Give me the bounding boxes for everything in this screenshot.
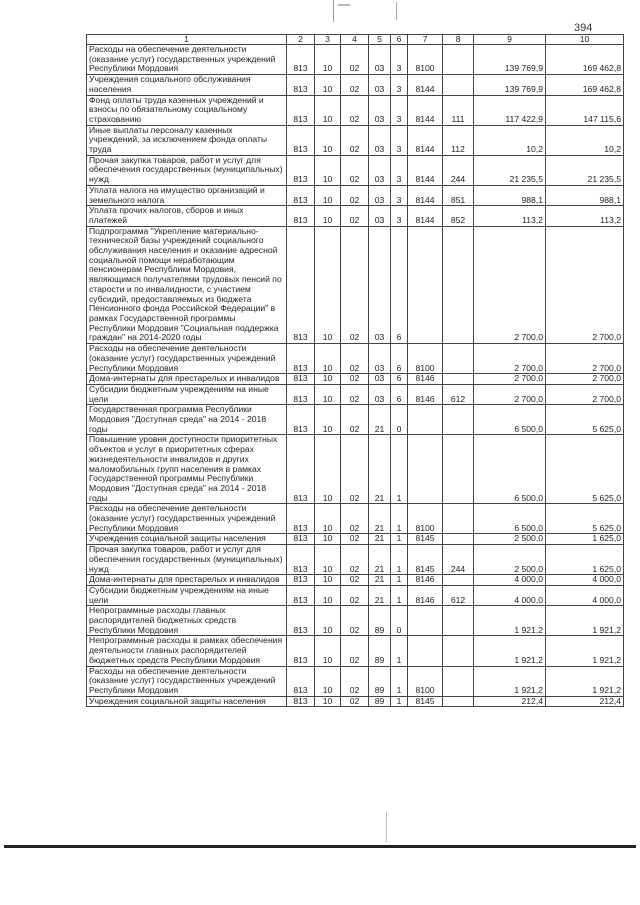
row-cell-5: 89 <box>369 606 391 636</box>
row-cell-10: 2 700,0 <box>546 374 624 385</box>
row-cell-10: 169 462,8 <box>546 45 624 75</box>
row-cell-2: 813 <box>287 696 315 707</box>
row-cell-9: 2 700,0 <box>474 374 546 385</box>
row-cell-2: 813 <box>287 384 315 404</box>
column-header: 6 <box>391 35 408 45</box>
row-cell-3: 10 <box>315 545 341 575</box>
row-cell-2: 813 <box>287 374 315 385</box>
row-cell-5: 03 <box>369 45 391 75</box>
row-cell-10: 988,1 <box>546 185 624 205</box>
row-cell-4: 02 <box>341 545 369 575</box>
row-cell-6: 6 <box>391 226 408 343</box>
table-header-row <box>87 35 624 45</box>
page-bottom-rule <box>4 845 636 848</box>
row-cell-10: 1 625,0 <box>546 534 624 545</box>
row-cell-5: 03 <box>369 75 391 95</box>
row-cell-10: 2 700,0 <box>546 384 624 404</box>
row-cell-4: 02 <box>341 374 369 385</box>
row-cell-6: 3 <box>391 155 408 185</box>
row-cell-2: 813 <box>287 575 315 586</box>
row-cell-9: 113,2 <box>474 206 546 226</box>
row-description: Субсидии бюджетным учреждениям на иные цели <box>87 585 287 605</box>
table-row <box>87 585 624 605</box>
row-cell-7 <box>408 606 443 636</box>
table-row <box>87 405 624 435</box>
row-cell-3: 10 <box>315 75 341 95</box>
row-cell-8: 852 <box>443 206 474 226</box>
row-cell-5: 21 <box>369 534 391 545</box>
row-cell-6: 1 <box>391 575 408 586</box>
row-cell-2: 813 <box>287 585 315 605</box>
table-row <box>87 384 624 404</box>
column-header: 4 <box>341 35 369 45</box>
row-cell-4: 02 <box>341 585 369 605</box>
row-cell-9: 1 921,2 <box>474 666 546 696</box>
row-cell-5: 21 <box>369 585 391 605</box>
row-cell-4: 02 <box>341 666 369 696</box>
row-cell-6: 3 <box>391 45 408 75</box>
row-cell-9: 1 921,2 <box>474 636 546 666</box>
row-cell-3: 10 <box>315 666 341 696</box>
table-row <box>87 636 624 666</box>
row-description: Прочая закупка товаров, работ и услуг для обеспечения государственных (муниципальных) нужд <box>87 545 287 575</box>
table-row <box>87 374 624 385</box>
row-description: Расходы на обеспечение деятельности (оказание услуг) государственных учреждений Республики Мордовия <box>87 45 287 75</box>
column-header: 10 <box>546 35 624 45</box>
row-cell-4: 02 <box>341 206 369 226</box>
row-cell-6: 1 <box>391 504 408 534</box>
row-cell-5: 21 <box>369 405 391 435</box>
row-cell-6: 3 <box>391 125 408 155</box>
row-cell-5: 89 <box>369 666 391 696</box>
row-cell-5: 21 <box>369 435 391 504</box>
row-cell-4: 02 <box>341 185 369 205</box>
row-cell-7: 8144 <box>408 206 443 226</box>
budget-table <box>86 34 624 707</box>
row-cell-9: 988,1 <box>474 185 546 205</box>
row-cell-10: 2 700,0 <box>546 344 624 374</box>
row-cell-5: 21 <box>369 545 391 575</box>
row-cell-9: 6 500,0 <box>474 504 546 534</box>
table-row <box>87 206 624 226</box>
row-cell-3: 10 <box>315 405 341 435</box>
row-cell-2: 813 <box>287 344 315 374</box>
row-cell-5: 03 <box>369 125 391 155</box>
column-header: 5 <box>369 35 391 45</box>
table-row <box>87 95 624 125</box>
row-cell-3: 10 <box>315 374 341 385</box>
row-cell-9: 21 235,5 <box>474 155 546 185</box>
table-row <box>87 185 624 205</box>
row-cell-6: 0 <box>391 405 408 435</box>
row-description: Повышение уровня доступности приоритетных объектов и услуг в приоритетных сферах жизнедеятельности инвалидов и других маломобильных групп населения в рамках Государственной программы Республики Мордовия "Доступная среда" на 2014 - 2018 годы <box>87 435 287 504</box>
row-cell-3: 10 <box>315 636 341 666</box>
row-cell-9: 2 500,0 <box>474 545 546 575</box>
table-row <box>87 606 624 636</box>
row-cell-3: 10 <box>315 344 341 374</box>
column-header: 9 <box>474 35 546 45</box>
row-cell-6: 0 <box>391 606 408 636</box>
row-cell-2: 813 <box>287 504 315 534</box>
row-cell-8 <box>443 374 474 385</box>
table-row <box>87 504 624 534</box>
row-cell-4: 02 <box>341 384 369 404</box>
row-cell-10: 1 921,2 <box>546 606 624 636</box>
row-cell-8 <box>443 606 474 636</box>
row-description: Дома-интернаты для престарелых и инвалидов <box>87 575 287 586</box>
row-cell-7: 8144 <box>408 125 443 155</box>
row-description: Непрограммные расходы главных распорядителей бюджетных средств Республики Мордовия <box>87 606 287 636</box>
column-header: 2 <box>287 35 315 45</box>
row-cell-10: 5 625,0 <box>546 435 624 504</box>
row-cell-9: 139 769,9 <box>474 45 546 75</box>
row-cell-2: 813 <box>287 534 315 545</box>
row-cell-10: 10,2 <box>546 125 624 155</box>
row-cell-10: 212,4 <box>546 696 624 707</box>
row-cell-7: 8144 <box>408 75 443 95</box>
row-cell-4: 02 <box>341 435 369 504</box>
row-cell-6: 6 <box>391 344 408 374</box>
row-description: Учреждения социальной защиты населения <box>87 534 287 545</box>
row-cell-9: 2 500,0 <box>474 534 546 545</box>
table-row <box>87 534 624 545</box>
row-description: Подпрограмма "Укрепление материально-технической базы учреждений социального обслуживания населения и оказание адресной социальной помощи неработающим пенсионерам Республики Мордовия, являющимся получателями трудовых пенсий по старости и по инвалидности, с участием субсидий, предоставляемых из бюджета Пенсионного фонда Российской Федерации" в рамках Государственной программы Республики Мордовия "Социальная поддержка граждан" на 2014-2020 годы <box>87 226 287 343</box>
row-cell-10: 5 625,0 <box>546 504 624 534</box>
row-cell-5: 21 <box>369 504 391 534</box>
table-row <box>87 125 624 155</box>
scan-artifact <box>338 4 350 6</box>
row-cell-7: 8145 <box>408 534 443 545</box>
table-row <box>87 575 624 586</box>
row-cell-2: 813 <box>287 666 315 696</box>
row-cell-3: 10 <box>315 504 341 534</box>
row-cell-2: 813 <box>287 435 315 504</box>
row-description: Дома-интернаты для престарелых и инвалидов <box>87 374 287 385</box>
row-cell-7: 8144 <box>408 155 443 185</box>
row-cell-3: 10 <box>315 185 341 205</box>
row-cell-8 <box>443 636 474 666</box>
row-cell-9: 2 700,0 <box>474 226 546 343</box>
row-cell-4: 02 <box>341 344 369 374</box>
row-description: Уплата прочих налогов, сборов и иных платежей <box>87 206 287 226</box>
row-cell-4: 02 <box>341 155 369 185</box>
table-row <box>87 344 624 374</box>
scan-artifact <box>333 0 334 22</box>
row-cell-3: 10 <box>315 606 341 636</box>
table-row <box>87 226 624 343</box>
row-cell-10: 147 115,6 <box>546 95 624 125</box>
table-row <box>87 545 624 575</box>
row-cell-7: 8146 <box>408 374 443 385</box>
row-cell-3: 10 <box>315 45 341 75</box>
row-cell-2: 813 <box>287 185 315 205</box>
row-cell-10: 113,2 <box>546 206 624 226</box>
table-row <box>87 45 624 75</box>
row-cell-2: 813 <box>287 606 315 636</box>
row-cell-10: 5 625,0 <box>546 405 624 435</box>
row-description: Расходы на обеспечение деятельности (оказание услуг) государственных учреждений Республики Мордовия <box>87 666 287 696</box>
row-cell-10: 1 921,2 <box>546 636 624 666</box>
row-cell-5: 03 <box>369 95 391 125</box>
row-cell-7: 8146 <box>408 585 443 605</box>
row-cell-6: 3 <box>391 206 408 226</box>
row-cell-9: 139 769,9 <box>474 75 546 95</box>
row-cell-5: 03 <box>369 206 391 226</box>
row-cell-7: 8144 <box>408 95 443 125</box>
row-cell-5: 89 <box>369 636 391 666</box>
row-cell-9: 6 500,0 <box>474 435 546 504</box>
row-cell-6: 1 <box>391 696 408 707</box>
row-cell-4: 02 <box>341 636 369 666</box>
row-cell-8 <box>443 226 474 343</box>
row-cell-6: 1 <box>391 534 408 545</box>
row-cell-7: 8145 <box>408 696 443 707</box>
row-cell-8: 112 <box>443 125 474 155</box>
row-cell-5: 03 <box>369 226 391 343</box>
row-cell-4: 02 <box>341 534 369 545</box>
row-cell-3: 10 <box>315 95 341 125</box>
row-cell-8 <box>443 435 474 504</box>
row-cell-5: 03 <box>369 344 391 374</box>
row-cell-7 <box>408 226 443 343</box>
row-description: Уплата налога на имущество организаций и земельного налога <box>87 185 287 205</box>
row-cell-9: 2 700,0 <box>474 344 546 374</box>
row-cell-8: 851 <box>443 185 474 205</box>
row-cell-7 <box>408 435 443 504</box>
row-description: Иные выплаты персоналу казенных учреждений, за исключением фонда оплаты труда <box>87 125 287 155</box>
page-number: 394 <box>574 22 593 34</box>
row-cell-6: 1 <box>391 636 408 666</box>
row-cell-5: 03 <box>369 185 391 205</box>
table-row <box>87 75 624 95</box>
row-cell-6: 6 <box>391 384 408 404</box>
row-cell-4: 02 <box>341 575 369 586</box>
row-cell-3: 10 <box>315 696 341 707</box>
row-cell-2: 813 <box>287 155 315 185</box>
row-cell-2: 813 <box>287 45 315 75</box>
row-cell-9: 4 000,0 <box>474 575 546 586</box>
row-cell-5: 03 <box>369 384 391 404</box>
row-cell-6: 3 <box>391 185 408 205</box>
row-cell-3: 10 <box>315 125 341 155</box>
row-cell-5: 03 <box>369 374 391 385</box>
row-cell-7: 8100 <box>408 344 443 374</box>
row-cell-4: 02 <box>341 696 369 707</box>
row-cell-9: 1 921,2 <box>474 606 546 636</box>
row-cell-7: 8100 <box>408 504 443 534</box>
row-description: Государственная программа Республики Мордовия "Доступная среда" на 2014 - 2018 годы <box>87 405 287 435</box>
row-cell-3: 10 <box>315 585 341 605</box>
row-cell-8 <box>443 666 474 696</box>
row-cell-8: 244 <box>443 155 474 185</box>
row-cell-9: 117 422,9 <box>474 95 546 125</box>
row-cell-4: 02 <box>341 125 369 155</box>
row-cell-7 <box>408 405 443 435</box>
row-cell-7 <box>408 636 443 666</box>
row-cell-6: 6 <box>391 374 408 385</box>
row-cell-3: 10 <box>315 226 341 343</box>
row-cell-8 <box>443 696 474 707</box>
row-cell-6: 3 <box>391 95 408 125</box>
row-cell-8 <box>443 534 474 545</box>
row-cell-2: 813 <box>287 95 315 125</box>
table-body <box>87 45 624 707</box>
table-row <box>87 435 624 504</box>
row-cell-8: 244 <box>443 545 474 575</box>
row-cell-6: 1 <box>391 545 408 575</box>
table-row <box>87 666 624 696</box>
row-cell-8 <box>443 45 474 75</box>
row-cell-5: 21 <box>369 575 391 586</box>
row-cell-6: 3 <box>391 75 408 95</box>
row-cell-8 <box>443 75 474 95</box>
row-cell-3: 10 <box>315 155 341 185</box>
row-cell-10: 2 700,0 <box>546 226 624 343</box>
column-header: 7 <box>408 35 443 45</box>
row-cell-9: 212,4 <box>474 696 546 707</box>
row-cell-5: 03 <box>369 155 391 185</box>
row-cell-7: 8100 <box>408 45 443 75</box>
row-description: Расходы на обеспечение деятельности (оказание услуг) государственных учреждений Республики Мордовия <box>87 504 287 534</box>
column-header: 1 <box>87 35 287 45</box>
row-cell-8 <box>443 575 474 586</box>
row-description: Прочая закупка товаров, работ и услуг для обеспечения государственных (муниципальных) нужд <box>87 155 287 185</box>
column-header: 3 <box>315 35 341 45</box>
row-cell-10: 1 921,2 <box>546 666 624 696</box>
row-cell-9: 4 000,0 <box>474 585 546 605</box>
row-cell-3: 10 <box>315 435 341 504</box>
row-cell-7: 8146 <box>408 384 443 404</box>
row-cell-4: 02 <box>341 504 369 534</box>
row-cell-2: 813 <box>287 206 315 226</box>
row-cell-10: 169 462,8 <box>546 75 624 95</box>
row-description: Фонд оплаты труда казенных учреждений и взносы по обязательному социальному страхованию <box>87 95 287 125</box>
table-row <box>87 155 624 185</box>
row-cell-2: 813 <box>287 636 315 666</box>
row-cell-7: 8144 <box>408 185 443 205</box>
scan-artifact <box>396 2 397 20</box>
row-description: Учреждения социального обслуживания населения <box>87 75 287 95</box>
row-cell-2: 813 <box>287 545 315 575</box>
row-cell-4: 02 <box>341 75 369 95</box>
row-cell-4: 02 <box>341 45 369 75</box>
row-cell-3: 10 <box>315 534 341 545</box>
row-cell-5: 89 <box>369 696 391 707</box>
row-cell-4: 02 <box>341 405 369 435</box>
row-cell-3: 10 <box>315 575 341 586</box>
row-cell-6: 1 <box>391 435 408 504</box>
row-cell-10: 4 000,0 <box>546 585 624 605</box>
row-cell-10: 1 625,0 <box>546 545 624 575</box>
row-cell-6: 1 <box>391 585 408 605</box>
row-description: Расходы на обеспечение деятельности (оказание услуг) государственных учреждений Республики Мордовия <box>87 344 287 374</box>
row-cell-4: 02 <box>341 606 369 636</box>
row-cell-7: 8145 <box>408 545 443 575</box>
row-cell-6: 1 <box>391 666 408 696</box>
row-cell-2: 813 <box>287 75 315 95</box>
row-cell-8: 612 <box>443 585 474 605</box>
scan-artifact <box>386 812 387 842</box>
row-description: Учреждения социальной защиты населения <box>87 696 287 707</box>
row-cell-4: 02 <box>341 226 369 343</box>
column-header: 8 <box>443 35 474 45</box>
row-cell-2: 813 <box>287 125 315 155</box>
row-cell-4: 02 <box>341 95 369 125</box>
row-cell-9: 2 700,0 <box>474 384 546 404</box>
row-cell-9: 10,2 <box>474 125 546 155</box>
row-cell-2: 813 <box>287 226 315 343</box>
row-description: Непрограммные расходы в рамках обеспечения деятельности главных распорядителей бюджетных средств Республики Мордовия <box>87 636 287 666</box>
row-cell-10: 21 235,5 <box>546 155 624 185</box>
row-cell-9: 6 500,0 <box>474 405 546 435</box>
row-cell-8 <box>443 405 474 435</box>
row-cell-2: 813 <box>287 405 315 435</box>
row-description: Субсидии бюджетным учреждениям на иные цели <box>87 384 287 404</box>
row-cell-3: 10 <box>315 384 341 404</box>
row-cell-8 <box>443 504 474 534</box>
row-cell-8 <box>443 344 474 374</box>
row-cell-7: 8146 <box>408 575 443 586</box>
row-cell-3: 10 <box>315 206 341 226</box>
table-row <box>87 696 624 707</box>
row-cell-8: 612 <box>443 384 474 404</box>
row-cell-10: 4 000,0 <box>546 575 624 586</box>
row-cell-8: 111 <box>443 95 474 125</box>
row-cell-7: 8100 <box>408 666 443 696</box>
